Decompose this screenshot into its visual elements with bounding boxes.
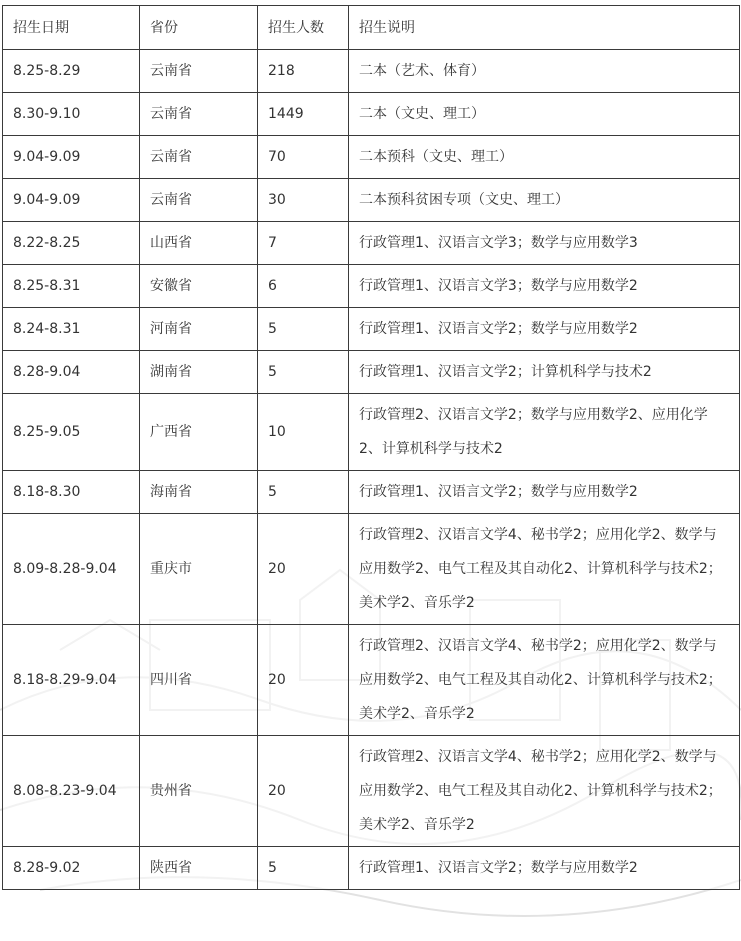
cell-count: 70 bbox=[258, 136, 349, 179]
cell-note: 行政管理1、汉语言文学2；计算机科学与技术2 bbox=[349, 351, 740, 394]
table-row bbox=[3, 222, 740, 265]
cell-date: 8.24-8.31 bbox=[3, 308, 140, 351]
cell-date: 8.25-9.05 bbox=[3, 394, 140, 471]
table-row bbox=[3, 625, 740, 736]
table-row bbox=[3, 736, 740, 847]
cell-province: 湖南省 bbox=[140, 351, 258, 394]
cell-count: 20 bbox=[258, 514, 349, 625]
cell-date: 8.30-9.10 bbox=[3, 93, 140, 136]
cell-note: 行政管理2、汉语言文学4、秘书学2；应用化学2、数学与应用数学2、电气工程及其自动化2、计算机科学与技术2；美术学2、音乐学2 bbox=[349, 625, 740, 736]
cell-province: 云南省 bbox=[140, 136, 258, 179]
cell-count: 5 bbox=[258, 308, 349, 351]
cell-note: 二本（艺术、体育） bbox=[349, 50, 740, 93]
table-row bbox=[3, 471, 740, 514]
cell-date: 8.25-8.29 bbox=[3, 50, 140, 93]
cell-note: 行政管理1、汉语言文学3；数学与应用数学3 bbox=[349, 222, 740, 265]
cell-note: 二本（文史、理工） bbox=[349, 93, 740, 136]
cell-province: 海南省 bbox=[140, 471, 258, 514]
cell-province: 安徽省 bbox=[140, 265, 258, 308]
cell-count: 20 bbox=[258, 736, 349, 847]
cell-date: 9.04-9.09 bbox=[3, 136, 140, 179]
cell-note: 行政管理1、汉语言文学3；数学与应用数学2 bbox=[349, 265, 740, 308]
cell-note: 行政管理2、汉语言文学2；数学与应用数学2、应用化学2、计算机科学与技术2 bbox=[349, 394, 740, 471]
table-row bbox=[3, 136, 740, 179]
cell-count: 5 bbox=[258, 351, 349, 394]
table-row bbox=[3, 351, 740, 394]
cell-date: 8.09-8.28-9.04 bbox=[3, 514, 140, 625]
cell-date: 8.08-8.23-9.04 bbox=[3, 736, 140, 847]
cell-note: 行政管理1、汉语言文学2；数学与应用数学2 bbox=[349, 308, 740, 351]
cell-province: 广西省 bbox=[140, 394, 258, 471]
cell-date: 8.28-9.02 bbox=[3, 847, 140, 890]
cell-count: 1449 bbox=[258, 93, 349, 136]
cell-province: 河南省 bbox=[140, 308, 258, 351]
header-province: 省份 bbox=[140, 6, 258, 50]
cell-count: 30 bbox=[258, 179, 349, 222]
cell-note: 二本预科（文史、理工） bbox=[349, 136, 740, 179]
table-row bbox=[3, 394, 740, 471]
table-row bbox=[3, 50, 740, 93]
cell-date: 8.28-9.04 bbox=[3, 351, 140, 394]
cell-note: 二本预科贫困专项（文史、理工） bbox=[349, 179, 740, 222]
header-date: 招生日期 bbox=[3, 6, 140, 50]
table-row bbox=[3, 93, 740, 136]
admissions-table bbox=[2, 5, 740, 890]
cell-note: 行政管理1、汉语言文学2；数学与应用数学2 bbox=[349, 471, 740, 514]
cell-date: 8.25-8.31 bbox=[3, 265, 140, 308]
cell-province: 云南省 bbox=[140, 179, 258, 222]
cell-date: 8.22-8.25 bbox=[3, 222, 140, 265]
cell-note: 行政管理2、汉语言文学4、秘书学2；应用化学2、数学与应用数学2、电气工程及其自动化2、计算机科学与技术2；美术学2、音乐学2 bbox=[349, 736, 740, 847]
table-row bbox=[3, 265, 740, 308]
cell-note: 行政管理1、汉语言文学2；数学与应用数学2 bbox=[349, 847, 740, 890]
cell-count: 5 bbox=[258, 471, 349, 514]
table-row bbox=[3, 514, 740, 625]
header-count: 招生人数 bbox=[258, 6, 349, 50]
cell-date: 8.18-8.30 bbox=[3, 471, 140, 514]
cell-province: 四川省 bbox=[140, 625, 258, 736]
cell-province: 贵州省 bbox=[140, 736, 258, 847]
cell-date: 8.18-8.29-9.04 bbox=[3, 625, 140, 736]
cell-count: 10 bbox=[258, 394, 349, 471]
table-header-row bbox=[3, 6, 740, 50]
cell-province: 山西省 bbox=[140, 222, 258, 265]
cell-count: 6 bbox=[258, 265, 349, 308]
cell-count: 7 bbox=[258, 222, 349, 265]
cell-count: 218 bbox=[258, 50, 349, 93]
table-row bbox=[3, 847, 740, 890]
cell-province: 云南省 bbox=[140, 50, 258, 93]
cell-province: 陕西省 bbox=[140, 847, 258, 890]
cell-count: 20 bbox=[258, 625, 349, 736]
cell-count: 5 bbox=[258, 847, 349, 890]
cell-note: 行政管理2、汉语言文学4、秘书学2；应用化学2、数学与应用数学2、电气工程及其自动化2、计算机科学与技术2；美术学2、音乐学2 bbox=[349, 514, 740, 625]
header-note: 招生说明 bbox=[349, 6, 740, 50]
table-row bbox=[3, 179, 740, 222]
cell-province: 重庆市 bbox=[140, 514, 258, 625]
table-row bbox=[3, 308, 740, 351]
cell-date: 9.04-9.09 bbox=[3, 179, 140, 222]
cell-province: 云南省 bbox=[140, 93, 258, 136]
